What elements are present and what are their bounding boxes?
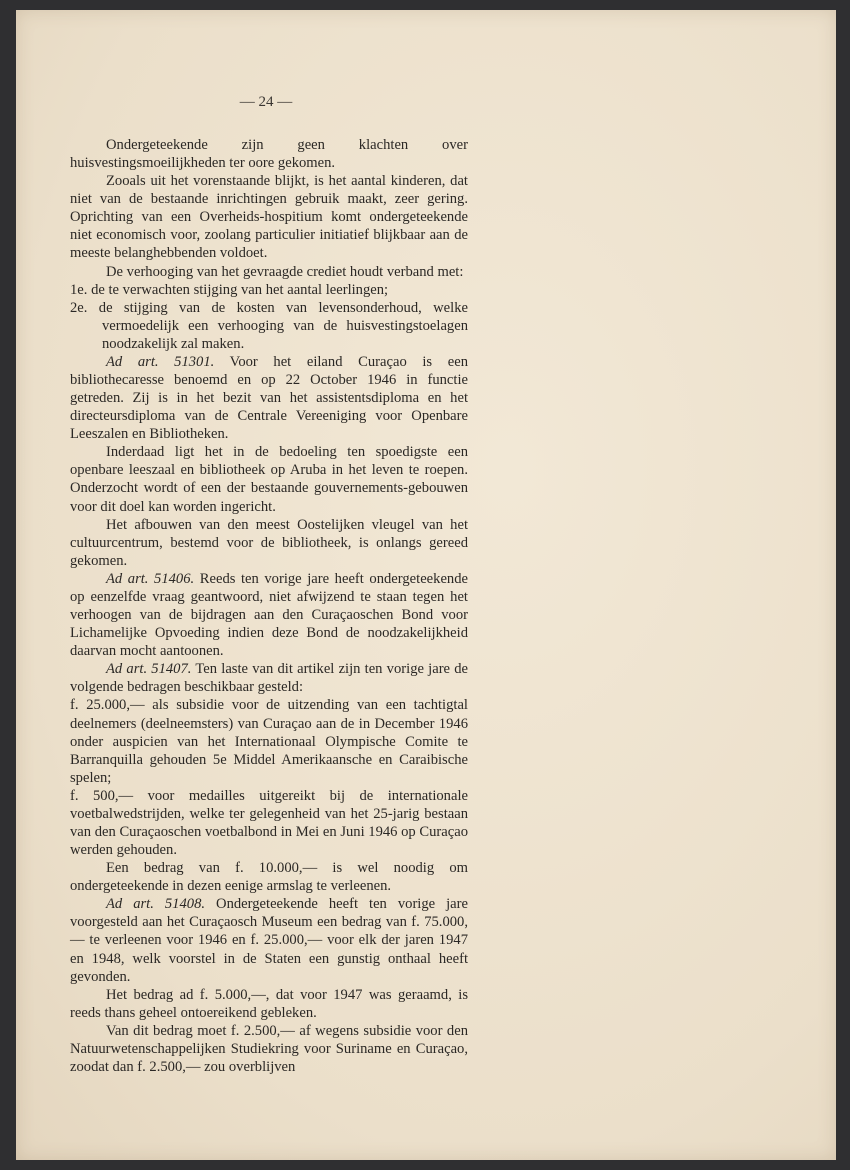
article-reference: Ad art. 51406.: [106, 570, 195, 587]
article-reference: Ad art. 51301.: [106, 353, 215, 370]
paragraph-medals: f. 500,— voor medailles uitgereikt bij de internationale voetbalwedstrijden, welke ter gelegenheid van het 25-jarig bestaan van den Curaçaoschen voetbalbond in Mei en Juni 1946 op Curaçao werden gehouden.: [70, 787, 468, 859]
page-number: — 24 —: [239, 94, 293, 110]
paragraph-art-51408: Ad art. 51408. Ondergeteekende heeft ten vorige jare voorgesteld aan het Curaçaosch Museum een bedrag van f. 75.000,— te verleenen voor 1946 en f. 25.000,— voor elk der jaren 1947 en 1948, welk voorstel in de Staten een gunstig onthaal heeft gevonden.: [70, 896, 469, 985]
paragraph-subsidy-olympic: f. 25.000,— als subsidie voor de uitzending van een tachtigtal deelnemers (deelneemsters) van Curaçao aan de in December 1946 onder auspicien van het Internationaal Olympische Comite te Barranquilla gehouden 5e Middel Amerikaansche en Caraibische spelen;: [70, 697, 468, 786]
paragraph-amount-10000: Een bedrag van f. 10.000,— is wel noodig om ondergeteekende in dezen eenige armslag te verleenen.: [70, 860, 468, 895]
paragraph-no-complaints: Ondergeteekende zijn geen klachten over huisvestingsmoeilijkheden ter oore gekomen.: [70, 137, 468, 172]
paragraph-credit-increase: De verhooging van het gevraagde crediet houdt verband met:: [106, 263, 464, 280]
paragraph-cultuurcentrum: Het afbouwen van den meest Oostelijken vleugel van het cultuurcentrum, bestemd voor de bibliotheek, is onlangs gereed gekomen.: [70, 516, 468, 569]
paragraph-art-51301: Ad art. 51301. Voor het eiland Curaçao is een bibliothecaresse benoemd en op 22 October 1946 in functie getreden. Zij is in het bezit van het assistentsdiploma en het directeursdiploma van de Centrale Vereeniging voor Openbare Leeszalen en Bibliotheken.: [70, 353, 468, 443]
body-text: [70, 136, 468, 1076]
paragraph-art-51406: Ad art. 51406. Reeds ten vorige jare heeft ondergeteekende op eenzelfde vraag geantwoord, niet afwijzend te staan tegen het verhoogen van de bijdragen aan den Curaçaoschen Bond voor Lichamelijke Opvoeding indien deze Bond de noodzakelijkheid daarvan mocht aantoonen.: [70, 570, 468, 660]
list-item-pupils: 1e. de te verwachten stijging van het aantal leerlingen;: [70, 281, 389, 298]
article-reference: Ad art. 51407.: [106, 661, 192, 678]
document-page: [16, 10, 836, 1160]
paragraph-art-51407: Ad art. 51407. Ten laste van dit artikel zijn ten vorige jare de volgende bedragen beschikbaar gesteld:: [70, 661, 469, 696]
paragraph-subsidy-studiekring: Van dit bedrag moet f. 2.500,— af wegens subsidie voor den Natuurwetenschappelijken Studiekring voor Suriname en Curaçao, zoodat dan f. 2.500,— zou overblijven: [70, 1022, 468, 1075]
article-reference: Ad art. 51408.: [106, 896, 206, 913]
paragraph-hospitium: Zooals uit het vorenstaande blijkt, is het aantal kinderen, dat niet van de bestaande inrichtingen gebruik maakt, zeer gering. Oprichting van een Overheids-hospitium komt ondergeteekende niet economisch voor, zoolang particulier initiatief blijkbaar aan de meeste belanghebbenden voldoet.: [70, 173, 468, 262]
paragraph-insufficient: Het bedrag ad f. 5.000,—, dat voor 1947 was geraamd, is reeds thans geheel ontoereikend gebleken.: [70, 986, 468, 1021]
list-item-living-costs: 2e. de stijging van de kosten van levensonderhoud, welke vermoedelijk een verhooging van de huisvestingstoelagen noodzakelijk zal maken.: [70, 299, 468, 352]
paragraph-aruba-library: Inderdaad ligt het in de bedoeling ten spoedigste een openbare leeszaal en bibliotheek op Aruba in het leven te roepen. Onderzocht wordt of een der bestaande gouvernements-gebouwen voor dit doel kan worden ingericht.: [70, 444, 468, 515]
